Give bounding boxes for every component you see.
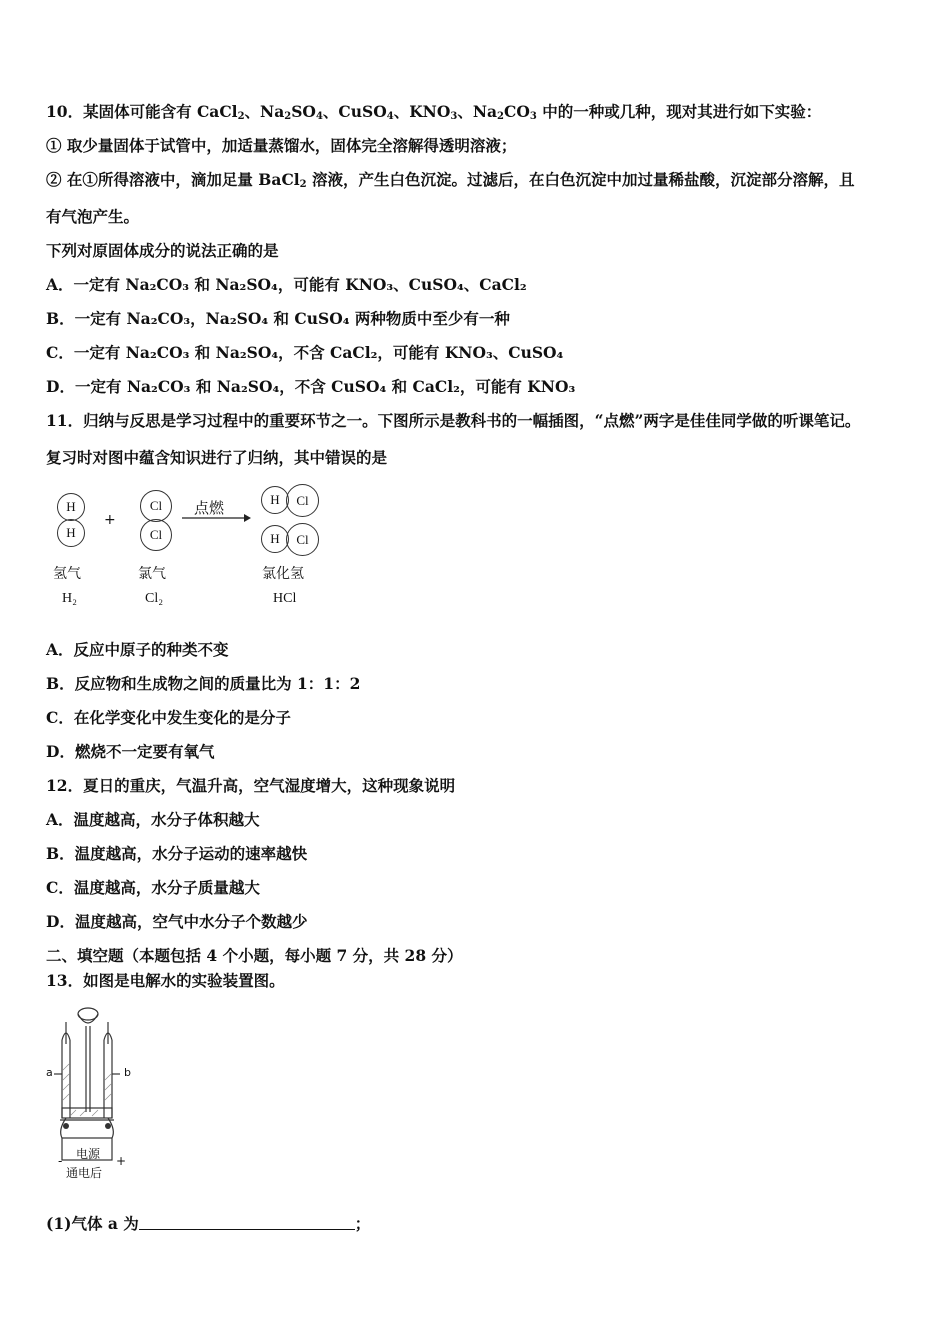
q10-step2-cont: 有气泡产生。: [46, 207, 140, 226]
plus-sign: +: [104, 512, 116, 528]
reaction-arrow: [180, 512, 252, 524]
gas-a-label: a: [46, 1066, 53, 1079]
q10-step1: ① 取少量固体于试管中，加适量蒸馏水，固体完全溶解得透明溶液；: [46, 136, 517, 155]
q12-option-b: B．温度越高，水分子运动的速率越快: [46, 844, 308, 863]
h-atom: H: [57, 493, 85, 521]
q12-stem: 12．夏日的重庆，气温升高，空气湿度增大，这种现象说明: [46, 776, 456, 795]
cl-atom: Cl: [286, 523, 319, 556]
h2-formula: H₂: [62, 591, 77, 606]
gas-b-label: b: [124, 1066, 131, 1079]
cl2-formula: Cl₂: [145, 591, 164, 606]
q11-stem-line1: 11．归纳与反思是学习过程中的重要环节之一。下图所示是教科书的一幅插图，“点燃”两字是佳佳同学做的听课笔记。: [46, 411, 861, 430]
h-atom: H: [57, 519, 85, 547]
q12-option-d: D．温度越高，空气中水分子个数越少: [46, 912, 308, 931]
q13-stem: 13．如图是电解水的实验装置图。: [46, 971, 285, 990]
minus-terminal: -: [58, 1154, 63, 1168]
cl-atom: Cl: [140, 490, 172, 522]
apparatus-caption: 通电后: [66, 1166, 103, 1180]
plus-terminal: +: [116, 1154, 127, 1168]
cl-atom: Cl: [286, 484, 319, 517]
q10-option-b: B．一定有 Na₂CO₃，Na₂SO₄ 和 CuSO₄ 两种物质中至少有一种: [46, 309, 510, 328]
cl-atom: Cl: [140, 519, 172, 551]
q13-sub1: (1)气体 a 为 ；: [46, 1214, 371, 1233]
power-supply-label: 电源: [76, 1147, 101, 1161]
h-atom: H: [261, 486, 289, 514]
cl2-name: 氯气: [138, 566, 166, 582]
q11-option-a: A．反应中原子的种类不变: [46, 640, 229, 659]
h2-name: 氢气: [53, 566, 81, 582]
q11-option-d: D．燃烧不一定要有氧气: [46, 742, 215, 761]
q10-question: 下列对原固体成分的说法正确的是: [46, 241, 279, 260]
q10-option-c: C．一定有 Na₂CO₃ 和 Na₂SO₄，不含 CaCl₂，可能有 KNO₃、CuSO₄: [46, 343, 564, 362]
hcl-formula: HCl: [273, 591, 297, 606]
arrow-label: 点燃: [194, 499, 225, 517]
section-title: 二、填空题（本题包括 4 个小题，每小题 7 分，共 28 分）: [46, 946, 463, 965]
q12-option-c: C．温度越高，水分子质量越大: [46, 878, 260, 897]
q10-stem: 10．某固体可能含有 CaCl$_2$、$Na_2SO_4$、CuSO$_4$、$KNO_3$、$Na_2CO_3$ 中的一种或几种，现对其进行如下实验：: [46, 102, 822, 122]
h-atom: H: [261, 525, 289, 553]
hcl-name: 氯化氢: [262, 566, 304, 582]
q11-stem-line2: 复习时对图中蕴含知识进行了归纳，其中错误的是: [46, 448, 388, 467]
answer-blank[interactable]: [139, 1215, 355, 1230]
q10-option-d: D．一定有 Na₂CO₃ 和 Na₂SO₄，不含 CuSO₄ 和 CaCl₂，可能有 KNO₃: [46, 377, 576, 396]
q10-step2: ② 在①所得溶液中，滴加足量 BaCl$_2$ 溶液，产生白色沉淀。过滤后，在白色沉淀中加过量稀盐酸，沉淀部分溶解，且: [46, 170, 855, 190]
q11-option-b: B．反应物和生成物之间的质量比为 1：1：2: [46, 674, 361, 693]
q11-option-c: C．在化学变化中发生变化的是分子: [46, 708, 291, 727]
q12-option-a: A．温度越高，水分子体积越大: [46, 810, 260, 829]
q10-option-a: A．一定有 Na₂CO₃ 和 Na₂SO₄，可能有 KNO₃、CuSO₄、CaCl₂: [46, 275, 527, 294]
